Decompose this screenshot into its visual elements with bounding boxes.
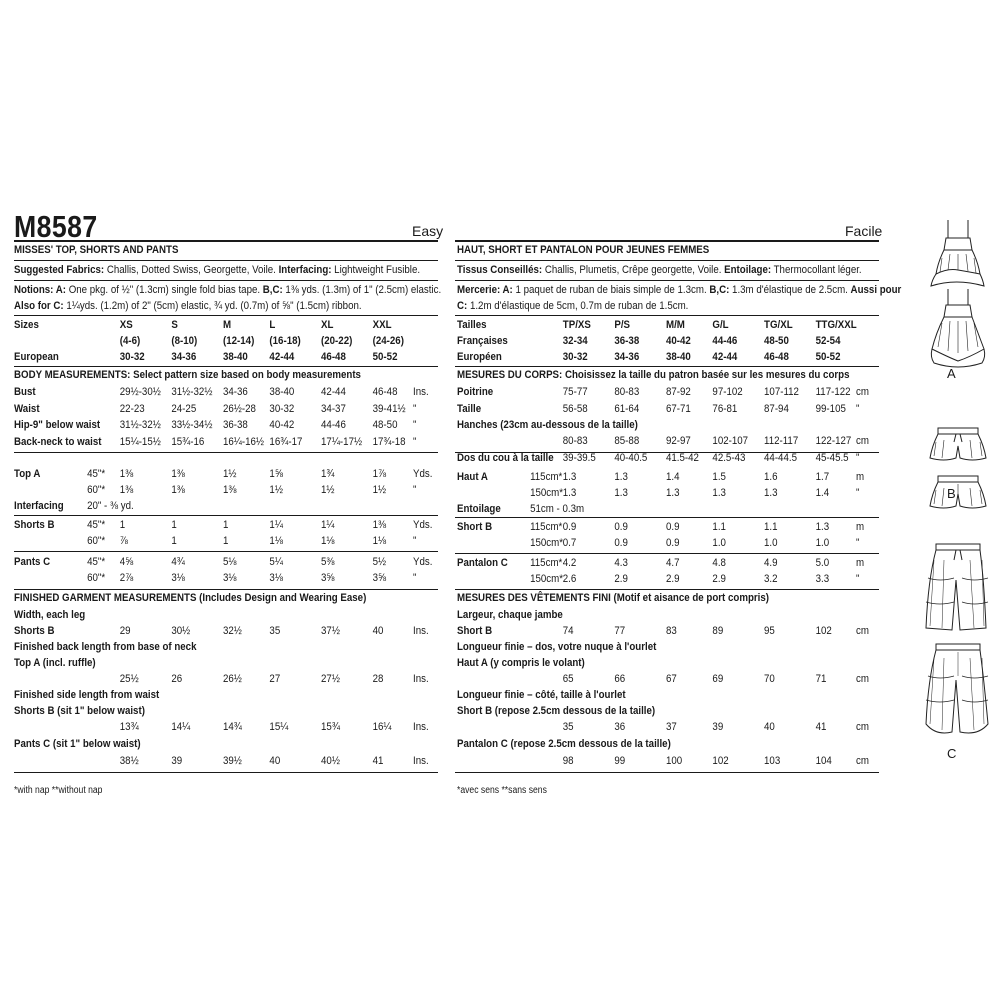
body-row-en: Waist 22-23 24-25 26½-28 30-32 34-37 39-41½ " xyxy=(14,402,417,415)
back-length-label-en: Finished back length from base of neck xyxy=(14,641,197,653)
yardage-row-pants-c: 60"* 2⅞ 3⅛ 3⅛ 3⅛ 3⅝ 3⅝ " xyxy=(87,572,417,584)
pants-c-sit-en: Pants C (sit 1" below waist) xyxy=(14,738,141,750)
notions-en: Notions: A: One pkg. of ½" (1.3cm) single fold bias tape. B,C: 1⅜ yds. (1.3m) of 1" (2.5cm) elastic. xyxy=(14,284,442,296)
finished-pants-c-en: 38½ 39 39½ 40 40½ 41 Ins. xyxy=(119,755,429,767)
title-en: MISSES' TOP, SHORTS AND PANTS xyxy=(14,244,179,256)
body-row-en: Bust 29½-30½ 31½-32½ 34-36 38-40 42-44 46-48 Ins. xyxy=(14,386,429,398)
difficulty-level-fr: Facile xyxy=(845,223,883,239)
view-b-shorts-back-drawing xyxy=(928,472,988,522)
short-b-sit-fr: Short B (repose 2.5cm dessous de la taille) xyxy=(457,705,656,717)
body-row-fr: Poitrine 75-77 80-83 87-92 97-102 107-112 117-122 cm xyxy=(457,386,869,398)
sizes-row-en: Sizes XS S M L XL XXL xyxy=(14,319,392,331)
view-c-pants-back-drawing xyxy=(922,640,994,740)
finished-heading-en: FINISHED GARMENT MEASUREMENTS (Includes Design and Wearing Ease) xyxy=(14,592,367,604)
entoilage-row-fr: Entoilage 51cm - 0.3m xyxy=(457,503,585,515)
view-c-pants-front-drawing xyxy=(922,540,994,640)
shorts-b-sit-en: Shorts B (sit 1" below waist) xyxy=(14,705,145,717)
fabrics-fr: Tissus Conseillés: Challis, Plumetis, Crêpe georgette, Voile. Entoilage: Thermocollant léger. xyxy=(457,264,862,276)
also-c-en: Also for C: 1¼yds. (1.2m) of 2" (5cm) elastic, ¾ yd. (0.7m) of ⅝" (1.5cm) ribbon. xyxy=(14,300,362,312)
dos-row-fr: Dos du cou à la taille 39-39.5 40-40.5 41.5-42 42.5-43 44-44.5 45-45.5 " xyxy=(457,452,860,464)
yardage-row-pants-c: Pants C 45"* 4⅝ 4¾ 5⅛ 5¼ 5⅜ 5½ Yds. xyxy=(14,556,433,568)
fabrics-en: Suggested Fabrics: Challis, Dotted Swiss, Georgette, Voile. Interfacing: Lightweight Fusible. xyxy=(14,264,421,276)
yardage-row-short-b: 150cm* 0.7 0.9 0.9 1.0 1.0 1.0 " xyxy=(530,537,860,549)
haut-a-incl-fr: Haut A (y compris le volant) xyxy=(457,657,585,669)
body-heading-en: BODY MEASUREMENTS: Select pattern size based on body measurements xyxy=(14,369,361,381)
hanches-row-fr: 80-83 85-88 92-97 102-107 112-117 122-127 cm xyxy=(562,435,869,447)
finished-haut-a-fr: 65 66 67 69 70 71 cm xyxy=(562,673,869,685)
interfacing-row-en: Interfacing 20" - ⅜ yd. xyxy=(14,500,134,512)
pattern-number: M8587 xyxy=(14,209,98,244)
also-c-fr: C: 1.2m d'élastique de 5cm, 0.7m de ruban de 1.5cm. xyxy=(457,300,689,312)
hanches-label-fr: Hanches (23cm au-dessous de la taille) xyxy=(457,419,638,431)
yardage-row-top-a: Top A 45"* 1⅜ 1⅜ 1½ 1⅝ 1¾ 1⅞ Yds. xyxy=(14,468,433,480)
view-c-label: C xyxy=(947,746,957,761)
finished-pantalon-c-fr: 98 99 100 102 103 104 cm xyxy=(562,755,869,767)
width-label-en: Width, each leg xyxy=(14,609,86,621)
pantalon-c-sit-fr: Pantalon C (repose 2.5cm dessous de la taille) xyxy=(457,738,671,750)
yardage-row-haut-a: Haut A 115cm* 1.3 1.3 1.4 1.5 1.6 1.7 m xyxy=(457,471,865,483)
yardage-row-short-b: Short B 115cm* 0.9 0.9 0.9 1.1 1.1 1.3 m xyxy=(457,521,865,533)
back-length-label-fr: Longueur finie – dos, votre nuque à l'ourlet xyxy=(457,641,657,653)
francaises-row-fr: Françaises 32-34 36-38 40-42 44-46 48-50 52-54 xyxy=(457,335,841,347)
yardage-row-top-a: 60"* 1⅜ 1⅜ 1⅜ 1½ 1½ 1½ " xyxy=(87,484,417,496)
sizes-numeric-row-en: (4-6) (8-10) (12-14) (16-18) (20-22) (24-26) xyxy=(119,335,404,347)
title-fr: HAUT, SHORT ET PANTALON POUR JEUNES FEMMES xyxy=(457,244,710,256)
view-a-label: A xyxy=(947,366,956,381)
yardage-row-pantalon-c: Pantalon C 115cm* 4.2 4.3 4.7 4.8 4.9 5.0 m xyxy=(457,557,865,569)
view-a-top-back-drawing xyxy=(928,287,988,367)
finished-short-width-fr: Short B 74 77 83 89 95 102 cm xyxy=(457,625,869,637)
sizes-row-fr: Tailles TP/XS P/S M/M G/L TG/XL TTG/XXL xyxy=(457,319,857,331)
body-row-fr: Taille 56-58 61-64 67-71 76-81 87-94 99-105 " xyxy=(457,402,860,415)
yardage-row-shorts-b: Shorts B 45"* 1 1 1 1¼ 1¼ 1⅜ Yds. xyxy=(14,519,433,531)
yardage-row-shorts-b: 60"* ⅞ 1 1 1⅛ 1⅛ 1⅛ " xyxy=(87,535,417,547)
finished-top-a-en: 25½ 26 26½ 27 27½ 28 Ins. xyxy=(119,673,429,685)
footnote-fr: *avec sens **sans sens xyxy=(457,785,547,796)
side-length-label-fr: Longueur finie – côté, taille à l'ourlet xyxy=(457,689,626,701)
body-heading-fr: MESURES DU CORPS: Choisissez la taille du patron basée sur les mesures du corps xyxy=(457,369,850,381)
finished-heading-fr: MESURES DES VÊTEMENTS FINI (Motif et aisance de port compris) xyxy=(457,592,770,604)
body-row-en: Back-neck to waist 15¼-15½ 15¾-16 16¼-16½ 16¾-17 17¼-17½ 17¾-18 " xyxy=(14,435,417,448)
yardage-row-pantalon-c: 150cm* 2.6 2.9 2.9 2.9 3.2 3.3 " xyxy=(530,573,860,585)
european-row-en: European 30-32 34-36 38-40 42-44 46-48 50-52 xyxy=(14,351,398,363)
difficulty-level-en: Easy xyxy=(412,223,444,239)
finished-shorts-width-en: Shorts B 29 30½ 32½ 35 37½ 40 Ins. xyxy=(14,625,429,637)
top-a-incl-en: Top A (incl. ruffle) xyxy=(14,657,96,669)
yardage-row-haut-a: 150cm* 1.3 1.3 1.3 1.3 1.3 1.4 " xyxy=(530,487,860,499)
view-a-top-front-drawing xyxy=(928,218,988,298)
side-length-label-en: Finished side length from waist xyxy=(14,689,160,701)
finished-shorts-b-en: 13¾ 14¼ 14¾ 15¼ 15¾ 16¼ Ins. xyxy=(119,721,429,733)
notions-fr: Mercerie: A: 1 paquet de ruban de biais simple de 1.3cm. B,C: 1.3m d'élastique de 2.5cm. Aussi pour xyxy=(457,284,902,296)
finished-short-b-fr: 35 36 37 39 40 41 cm xyxy=(562,721,869,733)
width-label-fr: Largeur, chaque jambe xyxy=(457,609,563,621)
view-b-shorts-front-drawing xyxy=(928,424,988,474)
body-row-en: Hip-9" below waist 31½-32½ 33½-34½ 36-38 40-42 44-46 48-50 " xyxy=(14,419,417,431)
european-row-fr: Européen 30-32 34-36 38-40 42-44 46-48 50-52 xyxy=(457,351,841,363)
view-b-label: B xyxy=(947,486,956,501)
footnote-en: *with nap **without nap xyxy=(14,785,103,796)
